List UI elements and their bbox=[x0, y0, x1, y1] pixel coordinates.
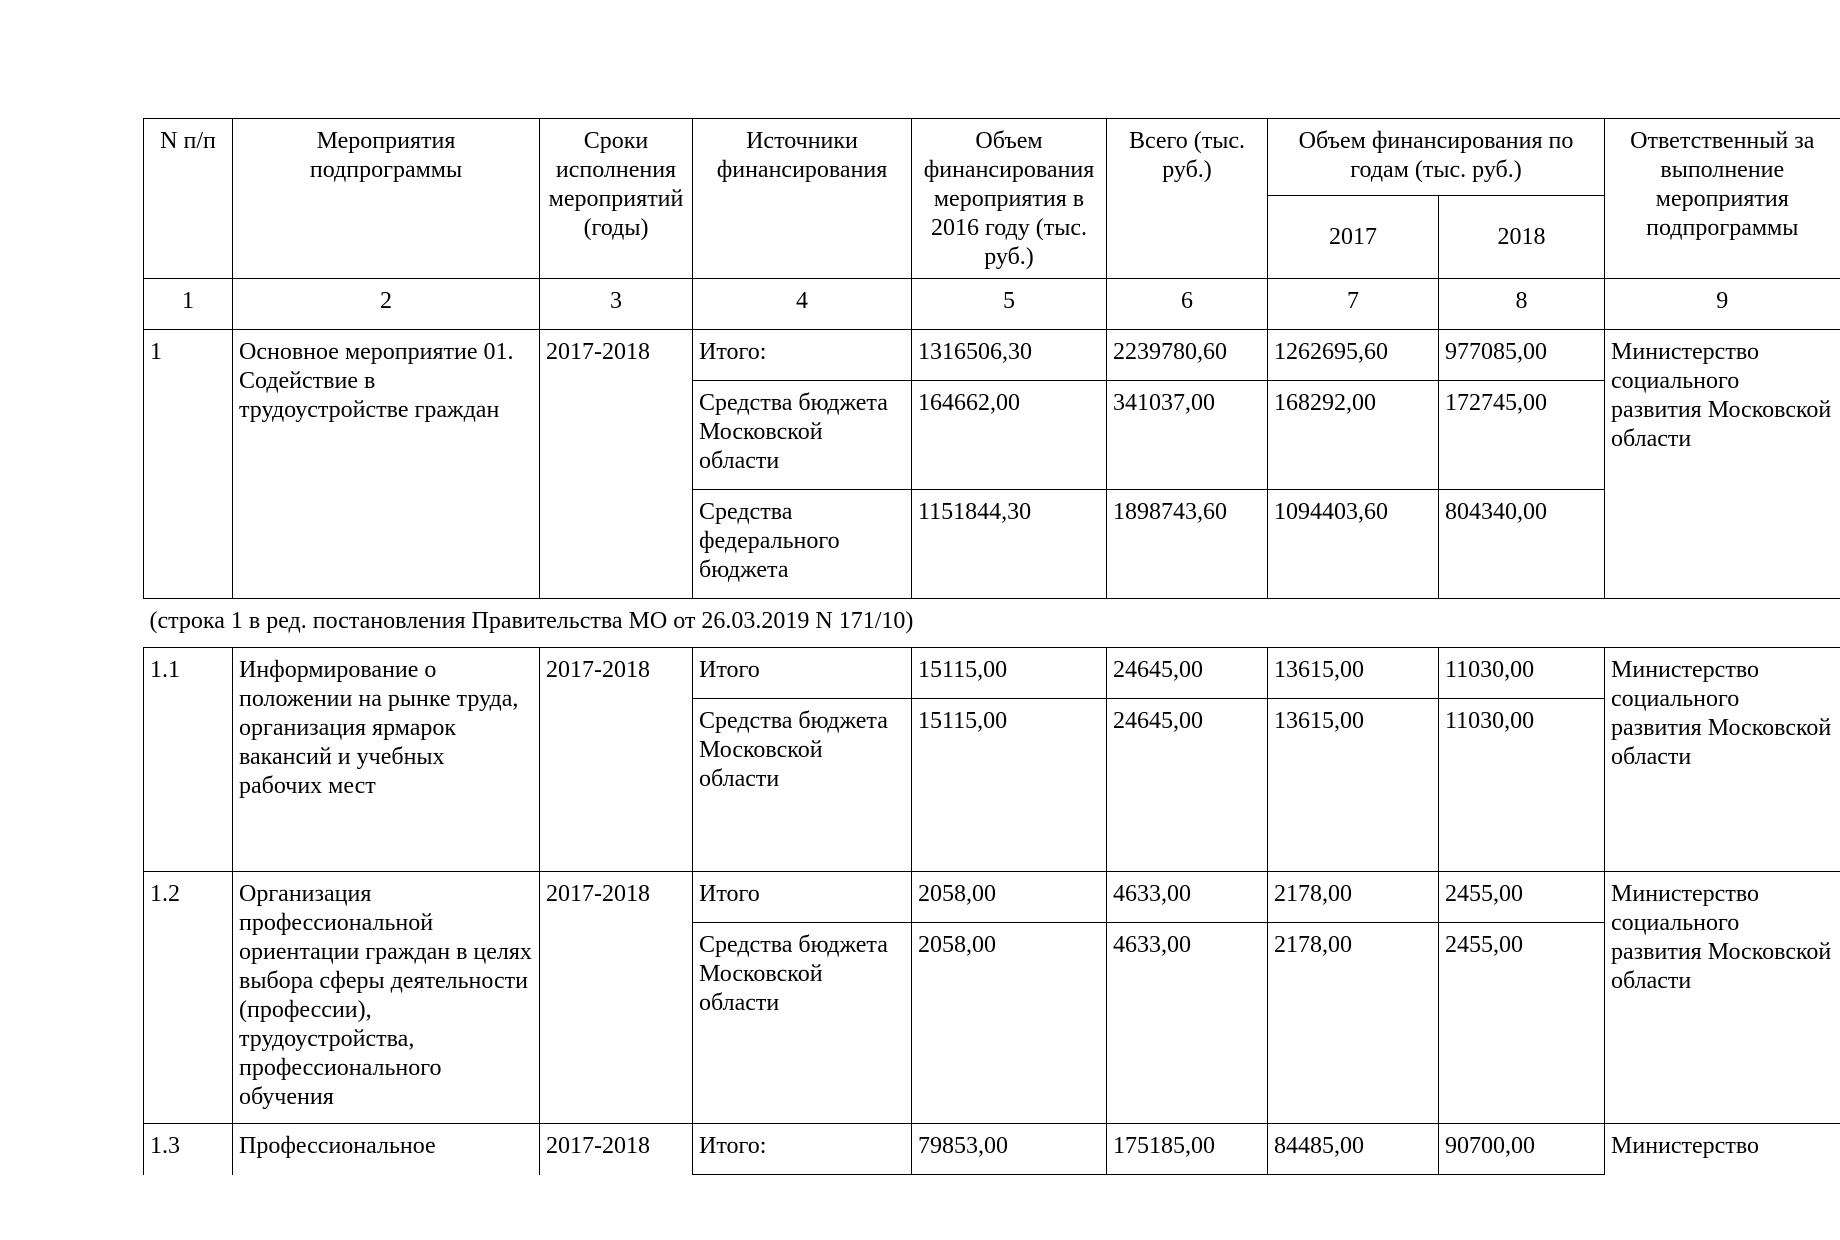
table-row bbox=[144, 872, 1840, 923]
row-number: 1.2 bbox=[144, 872, 233, 1124]
value-2016: 1316506,30 bbox=[912, 330, 1107, 381]
value-2018: 977085,00 bbox=[1439, 330, 1605, 381]
responsible: Министерство социального развития Московской области bbox=[1605, 872, 1840, 1124]
activity-name: Основное мероприятие 01. Содействие в трудоустройстве граждан bbox=[233, 330, 540, 599]
table-row bbox=[144, 648, 1840, 699]
value-2016: 15115,00 bbox=[912, 699, 1107, 872]
value-2018: 804340,00 bbox=[1439, 490, 1605, 599]
funding-source: Итого: bbox=[693, 330, 912, 381]
value-2018: 11030,00 bbox=[1439, 648, 1605, 699]
funding-source: Средства бюджета Московской области bbox=[693, 699, 912, 872]
activity-term: 2017-2018 bbox=[540, 872, 693, 1124]
financing-table bbox=[143, 118, 1840, 1175]
value-total: 4633,00 bbox=[1107, 872, 1268, 923]
header-row-1 bbox=[144, 119, 1840, 196]
col-index: 6 bbox=[1107, 279, 1268, 330]
header-year-2017: 2017 bbox=[1268, 195, 1439, 278]
value-2017: 2178,00 bbox=[1268, 923, 1439, 1124]
activity-term: 2017-2018 bbox=[540, 1124, 693, 1175]
activity-term: 2017-2018 bbox=[540, 648, 693, 872]
header-sources: Источники финансирования bbox=[693, 119, 912, 279]
note-row bbox=[144, 599, 1840, 648]
value-2018: 172745,00 bbox=[1439, 381, 1605, 490]
value-2016: 164662,00 bbox=[912, 381, 1107, 490]
col-index: 1 bbox=[144, 279, 233, 330]
header-by-years: Объем финансирования по годам (тыс. руб.) bbox=[1268, 119, 1605, 196]
value-2017: 1262695,60 bbox=[1268, 330, 1439, 381]
value-total: 341037,00 bbox=[1107, 381, 1268, 490]
header-responsible: Ответственный за выполнение мероприятия подпрограммы bbox=[1605, 119, 1840, 279]
edit-note: (строка 1 в ред. постановления Правительства МО от 26.03.2019 N 171/10) bbox=[144, 599, 1840, 648]
col-index: 5 bbox=[912, 279, 1107, 330]
header-year-2018: 2018 bbox=[1439, 195, 1605, 278]
activity-name: Профессиональное bbox=[233, 1124, 540, 1175]
value-2016: 79853,00 bbox=[912, 1124, 1107, 1175]
funding-source: Итого bbox=[693, 648, 912, 699]
value-2017: 1094403,60 bbox=[1268, 490, 1439, 599]
value-2017: 84485,00 bbox=[1268, 1124, 1439, 1175]
value-2018: 2455,00 bbox=[1439, 923, 1605, 1124]
responsible: Министерство социального развития Московской области bbox=[1605, 330, 1840, 599]
col-index: 8 bbox=[1439, 279, 1605, 330]
value-2018: 90700,00 bbox=[1439, 1124, 1605, 1175]
value-total: 175185,00 bbox=[1107, 1124, 1268, 1175]
activity-term: 2017-2018 bbox=[540, 330, 693, 599]
value-2016: 2058,00 bbox=[912, 872, 1107, 923]
value-2017: 168292,00 bbox=[1268, 381, 1439, 490]
header-terms: Сроки исполнения мероприятий (годы) bbox=[540, 119, 693, 279]
value-2017: 13615,00 bbox=[1268, 699, 1439, 872]
funding-source: Средства бюджета Московской области bbox=[693, 923, 912, 1124]
table-row bbox=[144, 1124, 1840, 1175]
value-total: 4633,00 bbox=[1107, 923, 1268, 1124]
activity-name: Организация профессиональной ориентации граждан в целях выбора сферы деятельности (профессии), трудоустройства, профессионального обучения bbox=[233, 872, 540, 1124]
col-index: 4 bbox=[693, 279, 912, 330]
value-2016: 15115,00 bbox=[912, 648, 1107, 699]
col-index: 3 bbox=[540, 279, 693, 330]
col-index: 9 bbox=[1605, 279, 1840, 330]
activity-name: Информирование о положении на рынке труда, организация ярмарок вакансий и учебных рабочих мест bbox=[233, 648, 540, 872]
value-total: 1898743,60 bbox=[1107, 490, 1268, 599]
value-total: 2239780,60 bbox=[1107, 330, 1268, 381]
header-volume-2016: Объем финансирования мероприятия в 2016 году (тыс. руб.) bbox=[912, 119, 1107, 279]
row-number: 1.3 bbox=[144, 1124, 233, 1175]
row-number: 1 bbox=[144, 330, 233, 599]
funding-source: Средства бюджета Московской области bbox=[693, 381, 912, 490]
value-2016: 2058,00 bbox=[912, 923, 1107, 1124]
value-total: 24645,00 bbox=[1107, 648, 1268, 699]
header-n: N п/п bbox=[144, 119, 233, 279]
table-row bbox=[144, 330, 1840, 381]
column-index-row bbox=[144, 279, 1840, 330]
value-2017: 2178,00 bbox=[1268, 872, 1439, 923]
col-index: 7 bbox=[1268, 279, 1439, 330]
col-index: 2 bbox=[233, 279, 540, 330]
row-number: 1.1 bbox=[144, 648, 233, 872]
funding-source: Средства федерального бюджета bbox=[693, 490, 912, 599]
header-total: Всего (тыс. руб.) bbox=[1107, 119, 1268, 279]
value-2018: 2455,00 bbox=[1439, 872, 1605, 923]
header-activities: Мероприятия подпрограммы bbox=[233, 119, 540, 279]
funding-source: Итого bbox=[693, 872, 912, 923]
funding-source: Итого: bbox=[693, 1124, 912, 1175]
value-2018: 11030,00 bbox=[1439, 699, 1605, 872]
responsible: Министерство социального развития Московской области bbox=[1605, 648, 1840, 872]
value-2017: 13615,00 bbox=[1268, 648, 1439, 699]
value-total: 24645,00 bbox=[1107, 699, 1268, 872]
value-2016: 1151844,30 bbox=[912, 490, 1107, 599]
responsible: Министерство bbox=[1605, 1124, 1840, 1175]
